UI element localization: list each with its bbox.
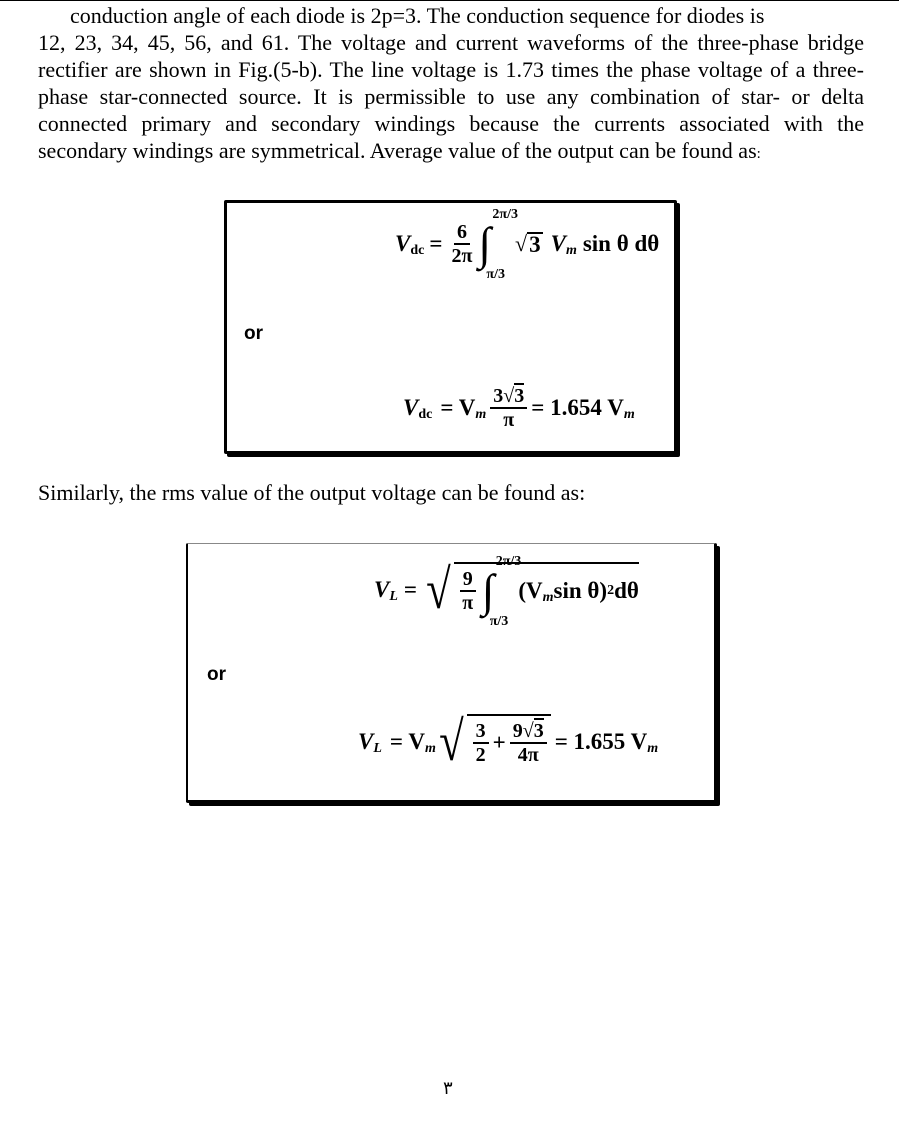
numerator-coefficient: 9	[512, 720, 523, 742]
vdc-result-equation	[403, 385, 635, 431]
eq-lhs-var: V	[403, 395, 419, 420]
fraction-numerator: 6	[454, 221, 470, 245]
rms-intro-paragraph: Similarly, the rms value of the output voltage can be found as:	[38, 480, 586, 505]
average-value-equation-box	[224, 200, 677, 454]
or-label: or	[244, 323, 263, 344]
square-root	[436, 711, 551, 773]
or-label: or	[207, 664, 226, 685]
result-sub: m	[647, 741, 659, 756]
paragraph-colon: :	[756, 146, 761, 162]
integral-sign	[481, 554, 522, 629]
integrand-sub: m	[542, 590, 554, 605]
fraction	[473, 720, 489, 766]
fraction-denominator: 2	[475, 744, 486, 766]
eq-lhs-sub: L	[389, 589, 398, 604]
radical-symbol: √	[515, 231, 528, 256]
fraction-denominator: π	[503, 409, 515, 431]
fraction-denominator: 2π	[451, 245, 473, 267]
integrand-sine: sin θ)	[553, 578, 608, 603]
radical-argument: 3	[529, 232, 541, 257]
fraction-numerator: 3	[473, 720, 489, 744]
numerator-coefficient: 3	[493, 385, 504, 407]
result-value: = 1.654 V	[531, 395, 624, 420]
radical-symbol: √	[426, 559, 451, 621]
fraction-numerator	[490, 385, 527, 409]
integral-sign	[478, 207, 518, 282]
integral-lower-limit: π/3	[489, 614, 509, 629]
radical-argument: 3	[533, 720, 544, 742]
radical-symbol: √	[438, 711, 464, 773]
plus-sign: +	[492, 730, 506, 755]
integrand-exponent: 2	[607, 583, 615, 598]
vl-result-equation	[358, 711, 659, 773]
eq-lhs-var: V	[358, 729, 374, 754]
result-sub: m	[623, 407, 635, 422]
fraction-numerator: 9	[460, 568, 476, 592]
integral-upper-limit: 2π/3	[492, 207, 518, 222]
radical-argument: 3	[514, 385, 525, 407]
eq-lhs-var: V	[395, 231, 411, 256]
fraction	[460, 568, 476, 614]
rms-value-equation-box	[186, 543, 717, 803]
fraction-denominator: π	[462, 592, 474, 614]
integrand-open: (V	[518, 578, 543, 603]
term-var: V	[550, 231, 566, 256]
radical-body	[454, 554, 639, 629]
fraction	[451, 221, 472, 267]
eq-equals: = V	[389, 729, 425, 754]
square-root	[423, 554, 639, 629]
fraction-numerator	[510, 720, 547, 744]
integral-symbol: ∫	[481, 565, 495, 616]
top-rule	[0, 0, 899, 1]
eq-sub: m	[475, 407, 487, 422]
vdc-integral-equation	[395, 207, 660, 282]
fraction	[490, 385, 527, 431]
eq-equals: =	[403, 577, 418, 602]
result-value: = 1.655 V	[554, 729, 648, 754]
eq-lhs-sub: dc	[418, 407, 433, 422]
radical-symbol: √	[503, 385, 515, 407]
integral-symbol: ∫	[478, 218, 492, 269]
eq-sub: m	[424, 741, 436, 756]
term-sub: m	[565, 243, 577, 258]
paragraph-first-line: conduction angle of each diode is 2p=3. The conduction sequence for diodes is	[70, 3, 765, 28]
body-paragraph	[38, 2, 864, 168]
eq-lhs-sub: L	[373, 741, 382, 756]
fraction	[510, 720, 547, 766]
vl-integral-equation	[374, 554, 639, 629]
eq-equals: = V	[440, 395, 476, 420]
eq-lhs-var: V	[374, 577, 390, 602]
page-number: ٣	[443, 1078, 453, 1099]
fraction-denominator: 4π	[517, 744, 539, 766]
paragraph-rest: 12, 23, 34, 45, 56, and 61. The voltage and current waveforms of the three-phase bridge rectifier are shown in Fig.(5-b). The line voltage is 1.73 times the phase voltage of a three-phase star-connected source. It is permissible to use any combination of star- or delta connected primary and secondary windings because the currents associated with the secondary windings are symmetrical. Average value of the output can be found as	[38, 30, 864, 163]
integral-upper-limit: 2π/3	[495, 554, 522, 569]
integral-lower-limit: π/3	[486, 267, 505, 282]
sine-term: sin θ dθ	[582, 231, 660, 256]
eq-equals: =	[429, 231, 443, 256]
integrand-differential: dθ	[614, 578, 639, 603]
radical-body	[467, 714, 551, 770]
eq-lhs-sub: dc	[410, 243, 425, 258]
square-root	[515, 231, 543, 257]
radical-symbol: √	[522, 720, 534, 742]
